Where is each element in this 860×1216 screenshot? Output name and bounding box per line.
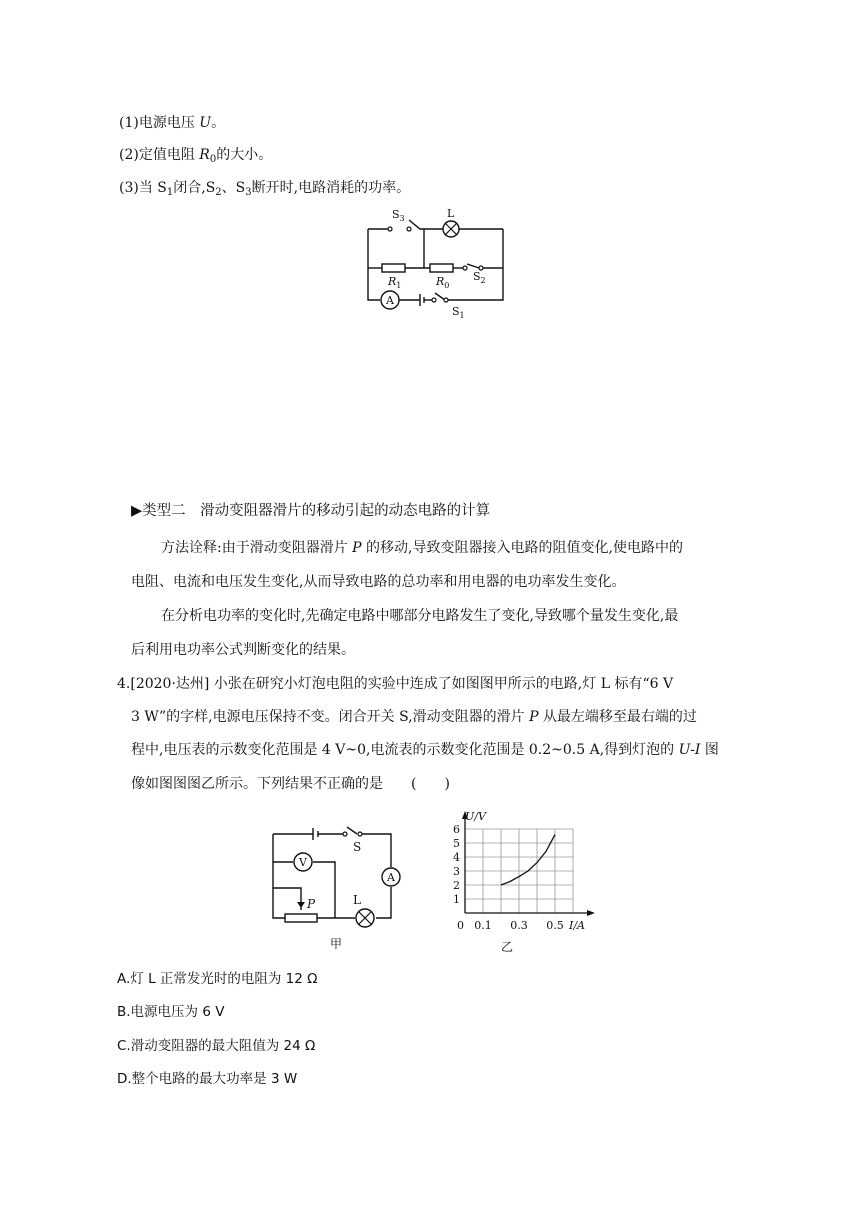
circuit-diagram-2 — [265, 818, 415, 958]
q3-item-1: (1)电源电压 U。 — [119, 115, 226, 131]
chart-xlabel: I/A — [569, 919, 585, 932]
svg-text:L: L — [447, 207, 455, 220]
svg-text:S3: $S_3$ — [392, 208, 405, 223]
y-tick-label: 5 — [453, 837, 460, 850]
chart-caption: 乙 — [500, 940, 514, 954]
option-d: D.整个电路的最大功率是 3 W — [117, 1071, 298, 1087]
q4-line-1: 4.[2020·达州] 小张在研究小灯泡电阻的实验中连成了如图图甲所示的电路,灯 L 标有“6 V — [117, 676, 674, 692]
svg-text:R0: $R_0$ — [436, 275, 450, 290]
svg-text:P: P — [307, 897, 316, 911]
circuit-diagram-1 — [360, 205, 520, 320]
svg-text:A: A — [387, 871, 395, 884]
chart-ticks — [453, 823, 564, 932]
svg-text:A: A — [386, 294, 394, 307]
section-title: ▶类型二 滑动变阻器滑片的移动引起的动态电路的计算 — [131, 503, 491, 519]
voltmeter-icon — [294, 853, 312, 871]
svg-text:甲: 甲 — [329, 937, 343, 951]
x-axis-arrow — [587, 910, 595, 916]
method-line-4: 后利用电功率公式判断变化的结果。 — [131, 642, 355, 658]
svg-text:L: L — [353, 893, 361, 907]
x-tick-label: 0.5 — [546, 919, 564, 932]
option-b: B.电源电压为 6 V — [117, 1004, 225, 1020]
chart-ylabel: U/V — [465, 810, 486, 823]
q4-line-4: 像如图图图乙所示。下列结果不正确的是 ( ) — [131, 776, 450, 792]
svg-text:S: S — [353, 840, 362, 854]
option-c: C.滑动变阻器的最大阻值为 24 Ω — [117, 1038, 316, 1054]
y-tick-label: 6 — [453, 823, 460, 836]
method-line-2: 电阻、电流和电压发生变化,从而导致电路的总功率和用电器的电功率发生变化。 — [131, 574, 626, 590]
q3-item-2: (2)定值电阻 $R_0$的大小。 — [119, 147, 273, 165]
y-tick-label: 4 — [453, 851, 460, 864]
svg-text:S1: $S_1$ — [452, 305, 465, 320]
q3-item-3: (3)当 $S_1$闭合$,S_2$、$S_3$断开时,电路消耗的功率。 — [119, 180, 411, 198]
y-tick-label: 1 — [453, 893, 460, 906]
method-line-1: 方法诠释:由于滑动变阻器滑片 P 的移动,导致变阻器接入电路的阻值变化,使电路中的 — [161, 540, 683, 556]
q4-line-3: 程中,电压表的示数变化范围是 4 V~0,电流表的示数变化范围是 0.2~0.5 A,得到灯泡的 U-I 图 — [131, 742, 719, 758]
q4-line-2: 3 W”的字样,电源电压保持不变。闭合开关 S,滑动变阻器的滑片 P 从最左端移至最右端的过 — [131, 709, 697, 725]
chart-series-line — [501, 835, 555, 885]
svg-text:V: V — [299, 856, 307, 869]
chart-origin-label: 0 — [457, 919, 464, 932]
lamp-icon — [443, 221, 459, 237]
x-tick-label: 0.1 — [474, 919, 492, 932]
option-a: A.灯 L 正常发光时的电阻为 12 Ω — [117, 971, 318, 987]
x-tick-label: 0.3 — [510, 919, 528, 932]
chart-grid — [465, 829, 573, 913]
ammeter-icon — [381, 291, 399, 309]
svg-text:S2: $S_2$ — [473, 270, 486, 285]
ammeter-icon — [382, 868, 400, 886]
y-tick-label: 2 — [453, 879, 460, 892]
method-line-3: 在分析电功率的变化时,先确定电路中哪部分电路发生了变化,导致哪个量发生变化,最 — [161, 608, 679, 624]
chart-axes — [462, 811, 595, 916]
ui-graph — [445, 805, 605, 955]
svg-text:R1: $R_1$ — [388, 275, 402, 290]
y-tick-label: 3 — [453, 865, 460, 878]
lamp-icon — [356, 909, 374, 927]
